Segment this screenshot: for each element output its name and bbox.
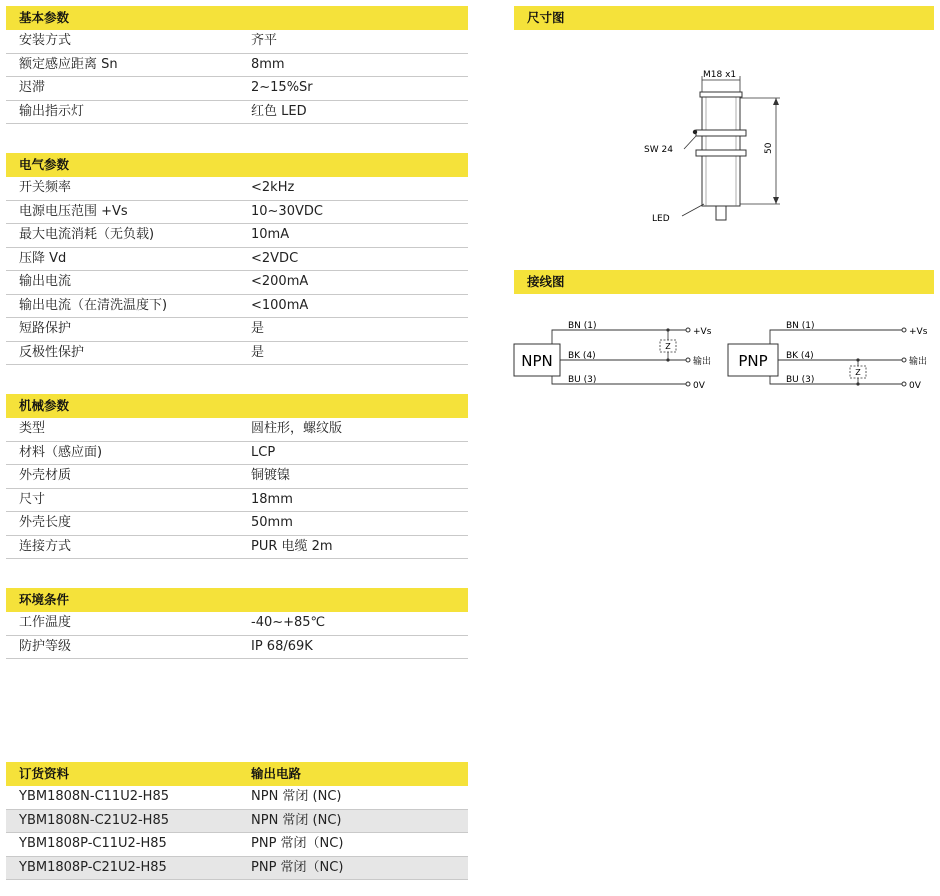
spec-value: 10mA <box>251 227 290 242</box>
spec-value: PUR 电缆 2m <box>251 538 333 554</box>
spec-label: 短路保护 <box>19 321 72 336</box>
led-leader <box>682 204 704 216</box>
terminal-icon <box>686 328 690 332</box>
cable <box>716 206 726 220</box>
order-code: YBM1808P-C21U2-H85 <box>19 859 167 875</box>
mechanical-params-section <box>6 394 468 559</box>
spec-row <box>6 342 468 366</box>
arrow-up-icon <box>773 98 779 105</box>
bk-label: BK (4) <box>568 351 596 361</box>
spec-label: 电源电压范围 +Vs <box>19 203 128 219</box>
spec-row <box>6 442 468 466</box>
spec-value: 是 <box>251 344 265 360</box>
arrow-down-icon <box>773 197 779 204</box>
order-circuit: NPN 常闭 (NC) <box>251 789 342 804</box>
spec-label: 迟滞 <box>19 80 46 95</box>
ordering-section <box>6 762 468 880</box>
spec-row <box>6 101 468 125</box>
terminal-icon <box>686 358 690 362</box>
spec-label: 连接方式 <box>19 538 72 554</box>
load-label: Z <box>855 368 861 377</box>
spec-row <box>6 248 468 272</box>
spec-row <box>6 418 468 442</box>
spec-label: 材料（感应面) <box>19 444 103 460</box>
pnp-label: PNP <box>738 352 768 370</box>
led-label: LED <box>652 214 670 224</box>
spec-row <box>6 177 468 201</box>
spec-value: 圆柱形，螺纹版 <box>251 421 343 436</box>
spec-value: IP 68/69K <box>251 638 313 654</box>
spec-label: 类型 <box>19 421 46 436</box>
spec-value: 齐平 <box>251 33 278 48</box>
bn-label: BN (1) <box>786 321 815 331</box>
spec-value: LCP <box>251 444 276 460</box>
terminal-icon <box>902 328 906 332</box>
npn-label: NPN <box>521 352 553 370</box>
length-label: 50 <box>764 142 774 154</box>
spec-row <box>6 318 468 342</box>
section-header: 机械参数 <box>6 394 468 418</box>
environment-section <box>6 588 468 659</box>
spec-label: 输出电流（在清洗温度下) <box>19 297 168 313</box>
spec-value: 红色 LED <box>251 103 307 119</box>
terminal-icon <box>902 358 906 362</box>
spec-label: 防护等级 <box>19 638 72 654</box>
order-row <box>6 857 468 881</box>
electrical-params-section <box>6 153 468 365</box>
spec-value: 是 <box>251 321 265 336</box>
spec-value: <2VDC <box>251 250 299 266</box>
bu-label: BU (3) <box>786 375 815 385</box>
bn-label: BN (1) <box>568 321 597 331</box>
bk-label: BK (4) <box>786 351 814 361</box>
zero-label: 0V <box>909 381 921 391</box>
order-circuit: PNP 常闭（NC) <box>251 859 344 875</box>
spec-row <box>6 512 468 536</box>
spec-value: <2kHz <box>251 180 295 195</box>
spec-value: <200mA <box>251 274 309 289</box>
basic-params-section <box>6 6 468 124</box>
spec-row <box>6 77 468 101</box>
wiring-header: 接线图 <box>514 270 934 294</box>
spec-value: <100mA <box>251 297 309 313</box>
spec-row <box>6 636 468 660</box>
ordering-title: 订货资料 <box>19 766 70 781</box>
spec-label: 输出电流 <box>19 274 72 289</box>
spec-label: 最大电流消耗（无负载) <box>19 227 155 242</box>
wrench-label: SW 24 <box>644 145 673 155</box>
out-label: 输出 <box>909 357 928 367</box>
spec-label: 反极性保护 <box>19 344 85 360</box>
spec-column <box>6 6 468 659</box>
spec-label: 安装方式 <box>19 33 72 48</box>
spec-label: 尺寸 <box>19 491 46 507</box>
spec-value: 铜镀镍 <box>251 468 291 483</box>
spec-row <box>6 201 468 225</box>
spec-label: 开关频率 <box>19 180 72 195</box>
vs-label: +Vs <box>909 327 928 337</box>
dimension-drawing <box>640 66 790 231</box>
spec-row <box>6 54 468 78</box>
terminal-icon <box>686 382 690 386</box>
spec-row <box>6 224 468 248</box>
vs-label: +Vs <box>693 327 712 337</box>
spec-value: 2~15%Sr <box>251 80 313 95</box>
spec-value: 8mm <box>251 56 285 72</box>
pnp-wiring-diagram <box>726 316 938 392</box>
spec-value: 50mm <box>251 515 293 530</box>
ordering-circuit-title: 输出电路 <box>251 766 302 781</box>
spec-row <box>6 612 468 636</box>
spec-label: 工作温度 <box>19 615 72 630</box>
zero-label: 0V <box>693 381 705 391</box>
load-label: Z <box>665 342 671 351</box>
order-code: YBM1808N-C21U2-H85 <box>19 812 169 828</box>
order-code: YBM1808P-C11U2-H85 <box>19 836 167 851</box>
order-circuit: NPN 常闭 (NC) <box>251 812 342 828</box>
spec-value: 18mm <box>251 491 293 507</box>
order-circuit: PNP 常闭（NC) <box>251 836 344 851</box>
bn-wire <box>770 330 902 344</box>
spec-value: 10~30VDC <box>251 203 323 219</box>
bu-label: BU (3) <box>568 375 597 385</box>
spec-row <box>6 295 468 319</box>
spec-label: 额定感应距离 Sn <box>19 56 118 72</box>
dimension-header: 尺寸图 <box>514 6 934 30</box>
spec-label: 外壳材质 <box>19 468 72 483</box>
spec-row <box>6 489 468 513</box>
section-header <box>6 762 468 786</box>
terminal-icon <box>902 382 906 386</box>
wrench-leader <box>684 136 696 149</box>
npn-wiring-diagram <box>512 316 712 392</box>
nut-lower <box>696 150 746 156</box>
spec-value: -40~+85℃ <box>251 615 326 630</box>
thread-label: M18 x1 <box>703 70 737 80</box>
spec-label: 外壳长度 <box>19 515 72 530</box>
led-dot <box>693 130 697 134</box>
spec-label: 输出指示灯 <box>19 103 85 119</box>
spec-row <box>6 465 468 489</box>
section-header: 基本参数 <box>6 6 468 30</box>
out-label: 输出 <box>693 357 712 367</box>
order-row <box>6 810 468 834</box>
spec-row <box>6 271 468 295</box>
order-row <box>6 786 468 810</box>
section-header: 电气参数 <box>6 153 468 177</box>
spec-row <box>6 536 468 560</box>
nut-upper <box>696 130 746 136</box>
section-header: 环境条件 <box>6 588 468 612</box>
order-code: YBM1808N-C11U2-H85 <box>19 789 169 804</box>
spec-label: 压降 Vd <box>19 250 67 266</box>
sensor-face <box>700 92 742 97</box>
spec-row <box>6 30 468 54</box>
order-row <box>6 833 468 857</box>
